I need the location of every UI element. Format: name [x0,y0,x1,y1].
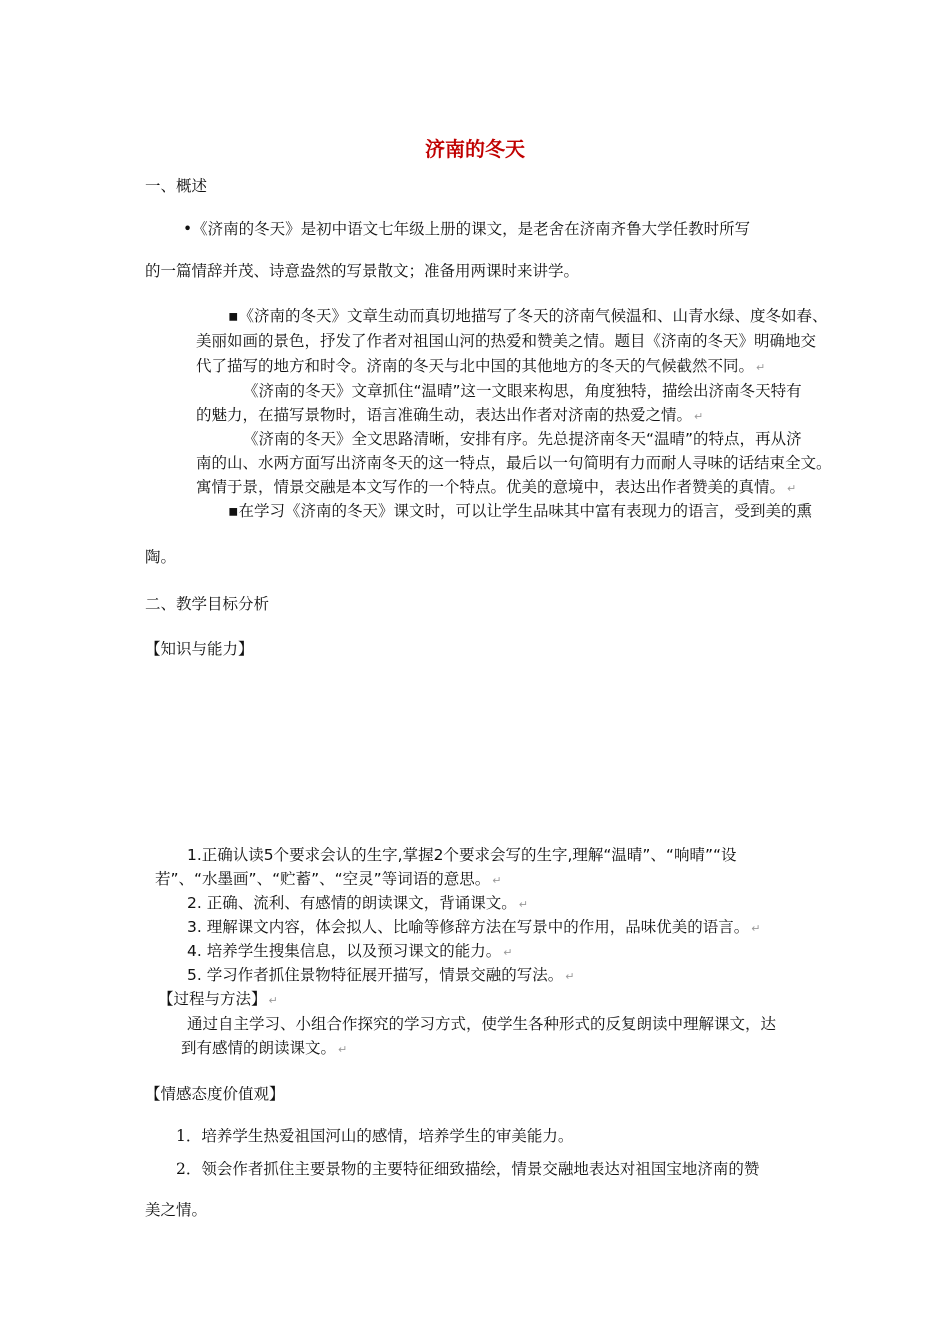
intro-line-1: •《济南的冬天》是初中语文七年级上册的课文，是老舍在济南齐鲁大学任教时所写 [183,220,751,238]
goal-1-line-2: 若”、“水墨画”、“贮蓄”、“空灵”等词语的意思。 ↵ [155,870,502,888]
process-line-1: 通过自主学习、小组合作探究的学习方式，使学生各种形式的反复朗读中理解课文，达 [187,1015,777,1033]
goal-4: 4. 培养学生搜集信息，以及预习课文的能力。 ↵ [187,942,513,960]
p4-line-1: ▪在学习《济南的冬天》课文时，可以让学生品味其中富有表现力的语言，受到美的熏 [228,502,813,520]
paragraph-mark: ↵ [751,922,761,935]
paragraph-mark: ↵ [268,994,278,1007]
p3-line-3: 寓情于景，情景交融是本文写作的一个特点。优美的意境中，表达出作者赞美的真情。 ↵ [196,478,797,496]
intro-line-2: 的一篇情辞并茂、诗意盎然的写景散文；准备用两课时来讲学。 [145,262,580,280]
paragraph-mark: ↵ [503,946,513,959]
goal-3: 3. 理解课文内容，体会拟人、比喻等修辞方法在写景中的作用，品味优美的语言。 ↵ [187,918,761,936]
paragraph-mark: ↵ [492,874,502,887]
p1-line-2: 美丽如画的景色，抒发了作者对祖国山河的热爱和赞美之情。题目《济南的冬天》明确地交 [196,332,817,350]
emotion-item-2-line-2: 美之情。 [145,1201,208,1219]
p1-line-3: 代了描写的地方和时令。济南的冬天与北中国的其他地方的冬天的气候截然不同。 ↵ [196,357,766,375]
process-heading: 【过程与方法】 ↵ [158,990,278,1008]
p3-line-2: 南的山、水两方面写出济南冬天的这一特点，最后以一句简明有力而耐人寻味的话结束全文。 [196,454,832,472]
p2-line-2: 的魅力，在描写景物时，语言准确生动，表达出作者对济南的热爱之情。 ↵ [196,406,704,424]
p4-line-2: 陶。 [145,548,177,566]
paragraph-mark: ↵ [694,410,704,423]
process-line-2: 到有感情的朗读课文。 ↵ [181,1039,348,1057]
knowledge-heading: 【知识与能力】 [145,640,254,658]
paragraph-mark: ↵ [787,482,797,495]
emotion-heading: 【情感态度价值观】 [145,1085,285,1103]
goal-1-line-1: 1.正确认读5个要求会认的生字,掌握2个要求会写的生字,理解“温晴”、“响晴”“设 [187,846,737,864]
emotion-item-1: 1．培养学生热爱祖国河山的感情，培养学生的审美能力。 [176,1127,574,1145]
goal-2: 2. 正确、流利、有感情的朗读课文，背诵课文。 ↵ [187,894,528,912]
p1-line-1: ▪《济南的冬天》文章生动而真切地描写了冬天的济南气候温和、山青水绿、度冬如春、 [228,307,828,325]
emotion-item-2-line-1: 2．领会作者抓住主要景物的主要特征细致描绘，情景交融地表达对祖国宝地济南的赞 [176,1160,760,1178]
section2-heading: 二、教学目标分析 [145,595,270,613]
section1-heading: 一、概述 [145,177,208,195]
p2-line-1: 《济南的冬天》文章抓住“温晴”这一文眼来构思，角度独特，描绘出济南冬天特有 [243,382,802,400]
paragraph-mark: ↵ [565,970,575,983]
paragraph-mark: ↵ [756,361,766,374]
paragraph-mark: ↵ [338,1043,348,1056]
document-title: 济南的冬天 [425,137,525,161]
p3-line-1: 《济南的冬天》全文思路清晰，安排有序。先总提济南冬天“温晴”的特点，再从济 [243,430,802,448]
goal-5: 5. 学习作者抓住景物特征展开描写，情景交融的写法。 ↵ [187,966,575,984]
paragraph-mark: ↵ [518,898,528,911]
